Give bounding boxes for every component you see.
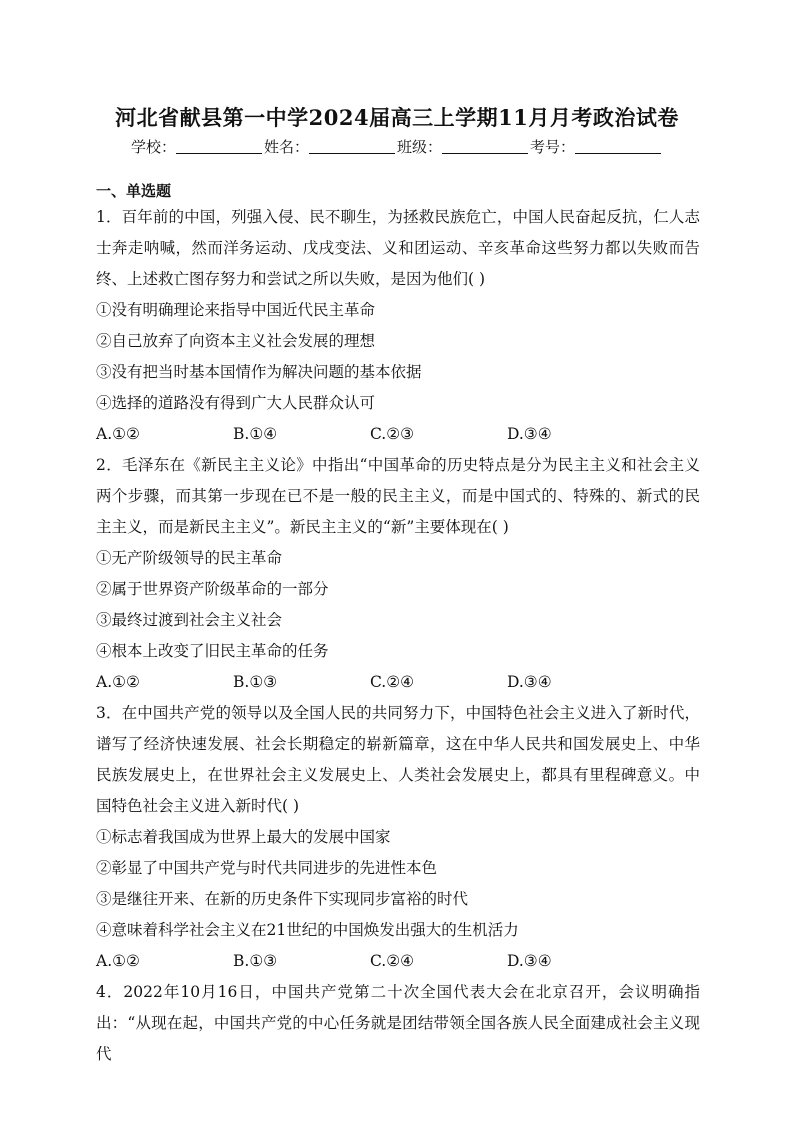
option-d[interactable]: D.③④ — [507, 952, 552, 970]
statement: ④意味着科学社会主义在21世纪的中国焕发出强大的生机活力 — [96, 921, 519, 939]
option-a[interactable]: A.①② — [96, 673, 140, 691]
name-blank[interactable] — [309, 139, 395, 154]
class-blank[interactable] — [442, 139, 528, 154]
exam-number-label: 考号： — [530, 138, 576, 156]
section-heading: 一、单选题 — [96, 182, 172, 200]
option-c[interactable]: C.②③ — [370, 425, 415, 443]
student-info-line — [0, 136, 794, 157]
option-b[interactable]: B.①④ — [233, 425, 278, 443]
statement: ④选择的道路没有得到广大人民群众认可 — [96, 394, 376, 412]
question-3 — [96, 698, 700, 977]
school-blank[interactable] — [176, 139, 262, 154]
statement: ④根本上改变了旧民主革命的任务 — [96, 642, 329, 660]
statement: ②属于世界资产阶级革命的一部分 — [96, 580, 329, 598]
statement: ③是继往开来、在新的历史条件下实现同步富裕的时代 — [96, 890, 469, 908]
option-a[interactable]: A.①② — [96, 425, 140, 443]
question-stem: 3．在中国共产党的领导以及全国人民的共同努力下，中国特色社会主义进入了新时代，谱写了经济快速发展、社会长期稳定的崭新篇章，这在中华人民共和国发展史上、中华民族发展史上，在世界社会主义发展史上、人类社会发展史上，都具有里程碑意义。中国特色社会主义进入新时代( ) — [96, 704, 700, 815]
answer-options — [96, 419, 700, 450]
answer-options — [96, 667, 700, 698]
question-stem: 2．毛泽东在《新民主主义论》中指出“中国革命的历史特点是分为民主主义和社会主义两个步骤，而其第一步现在已不是一般的民主主义，而是中国式的、特殊的、新式的民主主义，而是新民主主义”。新民主主义的“新”主要体现在( ) — [96, 456, 700, 536]
statement: ①无产阶级领导的民主革命 — [96, 549, 283, 567]
question-2 — [96, 450, 700, 698]
option-a[interactable]: A.①② — [96, 952, 140, 970]
option-d[interactable]: D.③④ — [507, 425, 552, 443]
name-label: 姓名： — [263, 138, 309, 156]
option-c[interactable]: C.②④ — [370, 952, 415, 970]
option-b[interactable]: B.①③ — [233, 952, 278, 970]
class-label: 班级： — [397, 138, 443, 156]
option-b[interactable]: B.①③ — [233, 673, 278, 691]
school-label: 学校： — [130, 138, 176, 156]
statement: ③最终过渡到社会主义社会 — [96, 611, 283, 629]
exam-title: 河北省献县第一中学2024届高三上学期11月月考政治试卷 — [115, 105, 679, 130]
statement: ③没有把当时基本国情作为解决问题的基本依据 — [96, 363, 422, 381]
statement: ②彰显了中国共产党与时代共同进步的先进性本色 — [96, 859, 438, 877]
question-1 — [96, 202, 700, 450]
question-4 — [96, 977, 700, 1070]
answer-options — [96, 946, 700, 977]
exam-content — [96, 180, 700, 1070]
statement: ②自己放弃了向资本主义社会发展的理想 — [96, 332, 376, 350]
statement: ①没有明确理论来指导中国近代民主革命 — [96, 301, 376, 319]
option-d[interactable]: D.③④ — [507, 673, 552, 691]
question-stem: 1．百年前的中国，列强入侵、民不聊生，为拯救民族危亡，中国人民奋起反抗，仁人志士奔走呐喊，然而洋务运动、戊戌变法、义和团运动、辛亥革命这些努力都以失败而告终、上述救亡图存努力和尝试之所以失败，是因为他们( ) — [96, 208, 700, 288]
statement: ①标志着我国成为世界上最大的发展中国家 — [96, 828, 391, 846]
option-c[interactable]: C.②④ — [370, 673, 415, 691]
question-stem: 4．2022年10月16日，中国共产党第二十次全国代表大会在北京召开，会议明确指出：“从现在起，中国共产党的中心任务就是团结带领全国各族人民全面建成社会主义现代 — [96, 983, 700, 1063]
exam-number-blank[interactable] — [575, 139, 661, 154]
